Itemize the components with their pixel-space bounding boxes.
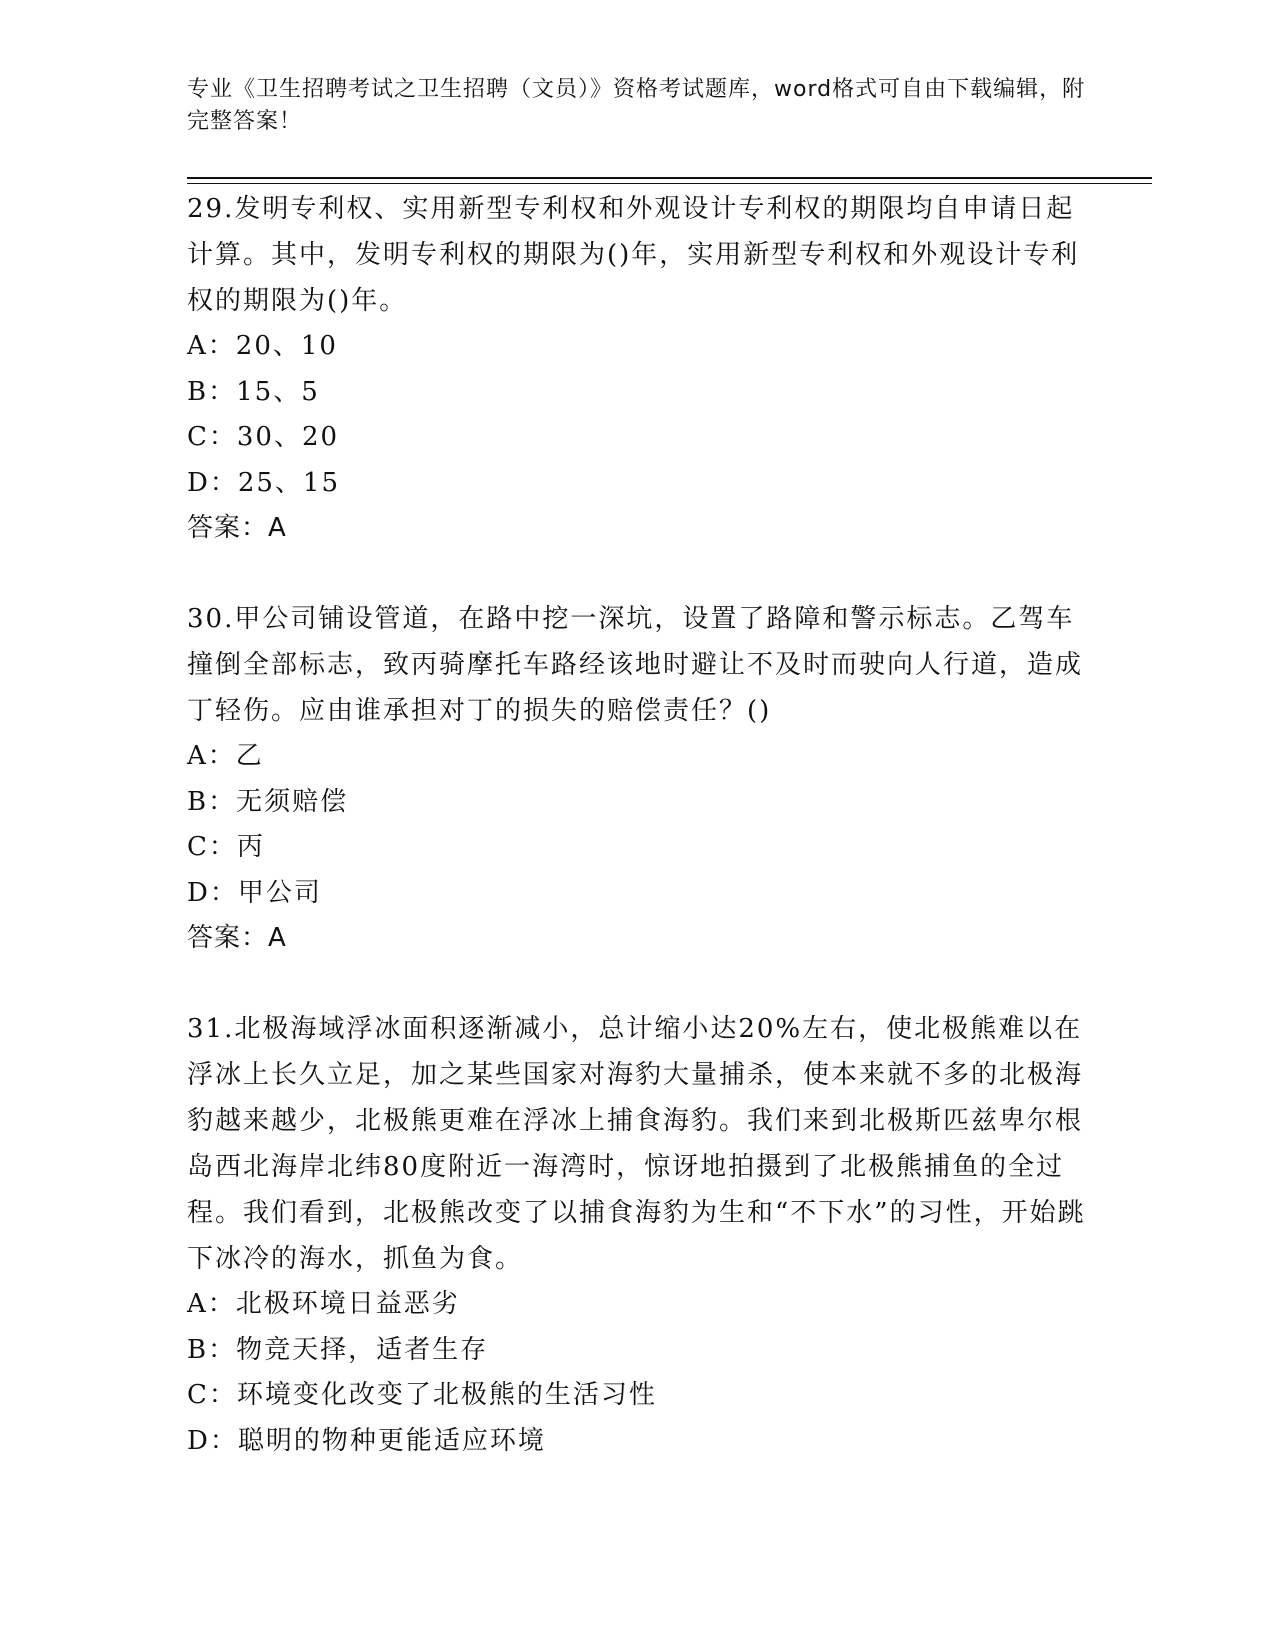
option-a: A：北极环境日益恶劣 [187, 1289, 460, 1319]
option-c: C：环境变化改变了北极熊的生活习性 [187, 1380, 657, 1410]
answer-line: 答案：A [187, 513, 287, 543]
question-30 [187, 596, 1087, 961]
question-list [187, 186, 1087, 1464]
option-b: B：物竞天择，适者生存 [187, 1334, 489, 1365]
option-d: D：聪明的物种更能适应环境 [187, 1425, 546, 1456]
question-stem: 31.北极海域浮冰面积逐渐减小，总计缩小达20%左右，使北极熊难以在浮冰上长久立足，加之某些国家对海豹大量捕杀，使本来就不多的北极海豹越来越少，北极熊更难在浮冰上捕食海豹。我们来到北极斯匹兹卑尔根岛西北海岸北纬80度附近一海湾时，惊讶地拍摄到了北极熊捕鱼的全过程。我们看到，北极熊改变了以捕食海豹为生和“不下水”的习性，开始跳下冰冷的海水，抓鱼为食。 [187, 1014, 1086, 1274]
question-spacer [187, 961, 1087, 1006]
option-a: A：20、10 [187, 331, 338, 361]
option-c: C：30、20 [187, 422, 340, 452]
header-divider-thick [187, 177, 1152, 179]
option-c: C：丙 [187, 832, 265, 862]
option-a: A：乙 [187, 741, 264, 771]
question-29 [187, 186, 1087, 551]
option-d: D：甲公司 [187, 877, 322, 908]
answer-line: 答案：A [187, 923, 287, 953]
question-spacer [187, 551, 1087, 596]
option-d: D：25、15 [187, 467, 341, 498]
question-31 [187, 1006, 1087, 1464]
document-header: 专业《卫生招聘考试之卫生招聘（文员）》资格考试题库，word格式可自由下载编辑，附完整答案！ [187, 77, 1086, 134]
question-stem: 29.发明专利权、实用新型专利权和外观设计专利权的期限均自申请日起计算。其中，发明专利权的期限为()年，实用新型专利权和外观设计专利权的期限为()年。 [187, 194, 1080, 316]
option-b: B：15、5 [187, 376, 320, 407]
question-stem: 30.甲公司铺设管道，在路中挖一深坑，设置了路障和警示标志。乙驾车撞倒全部标志，致丙骑摩托车路经该地时避让不及时而驶向人行道，造成丁轻伤。应由谁承担对丁的损失的赔偿责任？() [187, 604, 1084, 726]
header-divider-thin [187, 183, 1152, 184]
option-b: B：无须赔偿 [187, 786, 349, 817]
